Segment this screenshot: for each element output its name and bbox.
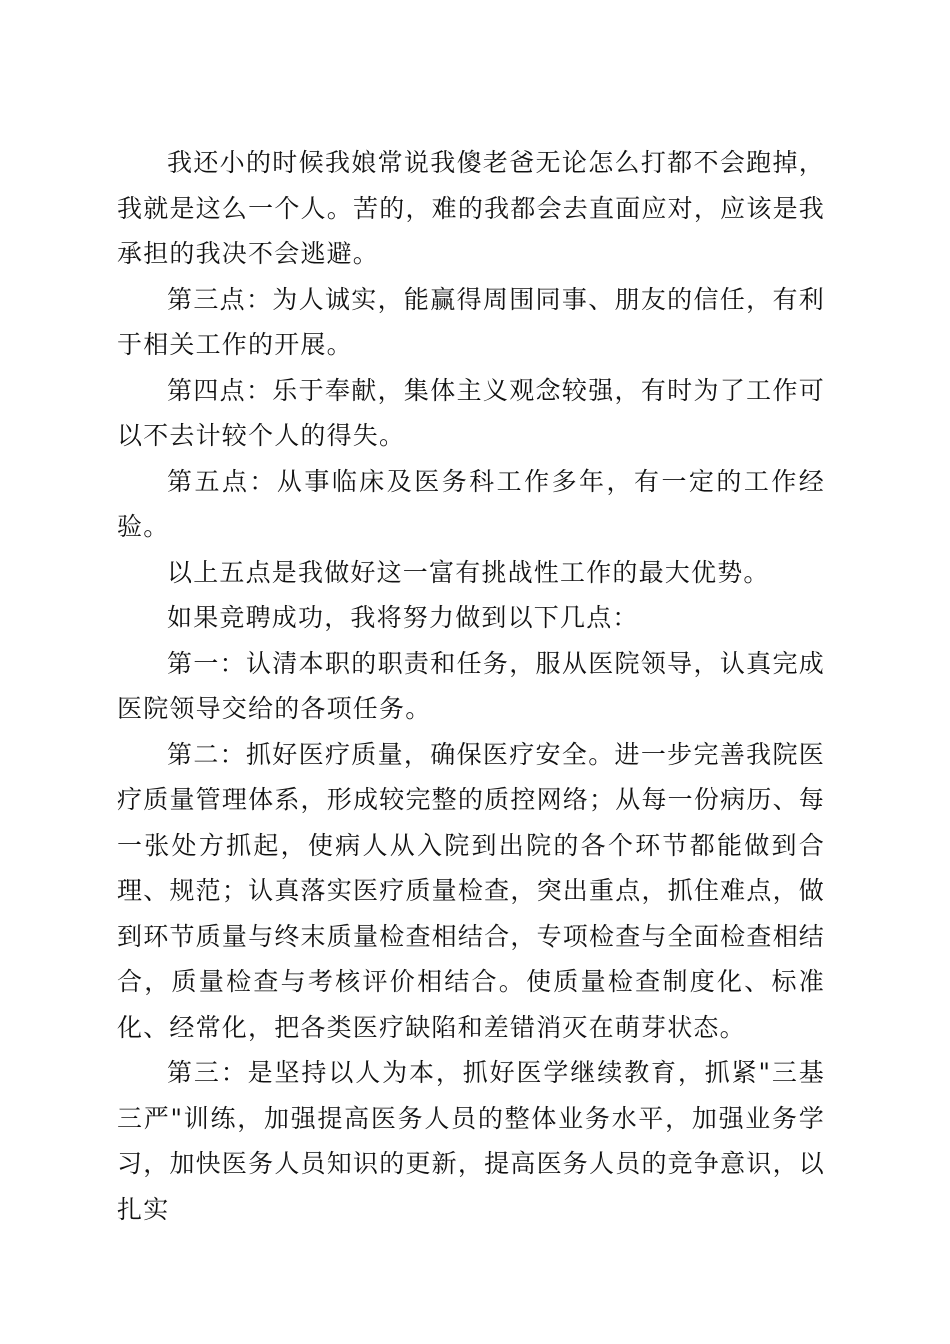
paragraph-6: 如果竞聘成功，我将努力做到以下几点： bbox=[167, 603, 639, 632]
paragraph-1: 我还小的时候我娘常说我傻老爸无论怎么打都不会跑掉，我就是这么一个人。苦的，难的我都会去直面应对，应该是我承担的我决不会逃避。 bbox=[117, 148, 825, 268]
paragraph-5: 以上五点是我做好这一富有挑战性工作的最大优势。 bbox=[167, 557, 770, 587]
paragraph-4: 第五点：从事临床及医务科工作多年，有一定的工作经验。 bbox=[117, 466, 825, 541]
paragraph-8: 第二：抓好医疗质量，确保医疗安全。进一步完善我院医疗质量管理体系，形成较完整的质控网络；从每一份病历、每一张处方抓起，使病人从入院到出院的各个环节都能做到合理、规范；认真落实医疗质量检查，突出重点，抓住难点，做到环节质量与终末质量检查相结合，专项检查与全面检查相结合，质量检查与考核评价相结合。使质量检查制度化、标准化、经常化，把各类医疗缺陷和差错消灭在萌芽状态。 bbox=[117, 739, 825, 1042]
paragraph-3: 第四点：乐于奉献，集体主义观念较强，有时为了工作可以不去计较个人的得失。 bbox=[117, 375, 825, 450]
paragraph-9: 第三：是坚持以人为本，抓好医学继续教育，抓紧"三基三严"训练，加强提高医务人员的整体业务水平，加强业务学习，加快医务人员知识的更新，提高医务人员的竞争意识，以扎实 bbox=[117, 1058, 825, 1224]
paragraph-2: 第三点：为人诚实，能赢得周围同事、朋友的信任，有利于相关工作的开展。 bbox=[117, 284, 825, 359]
document-body bbox=[117, 140, 825, 1232]
paragraph-7: 第一：认清本职的职责和任务，服从医院领导，认真完成医院领导交给的各项任务。 bbox=[117, 648, 825, 723]
